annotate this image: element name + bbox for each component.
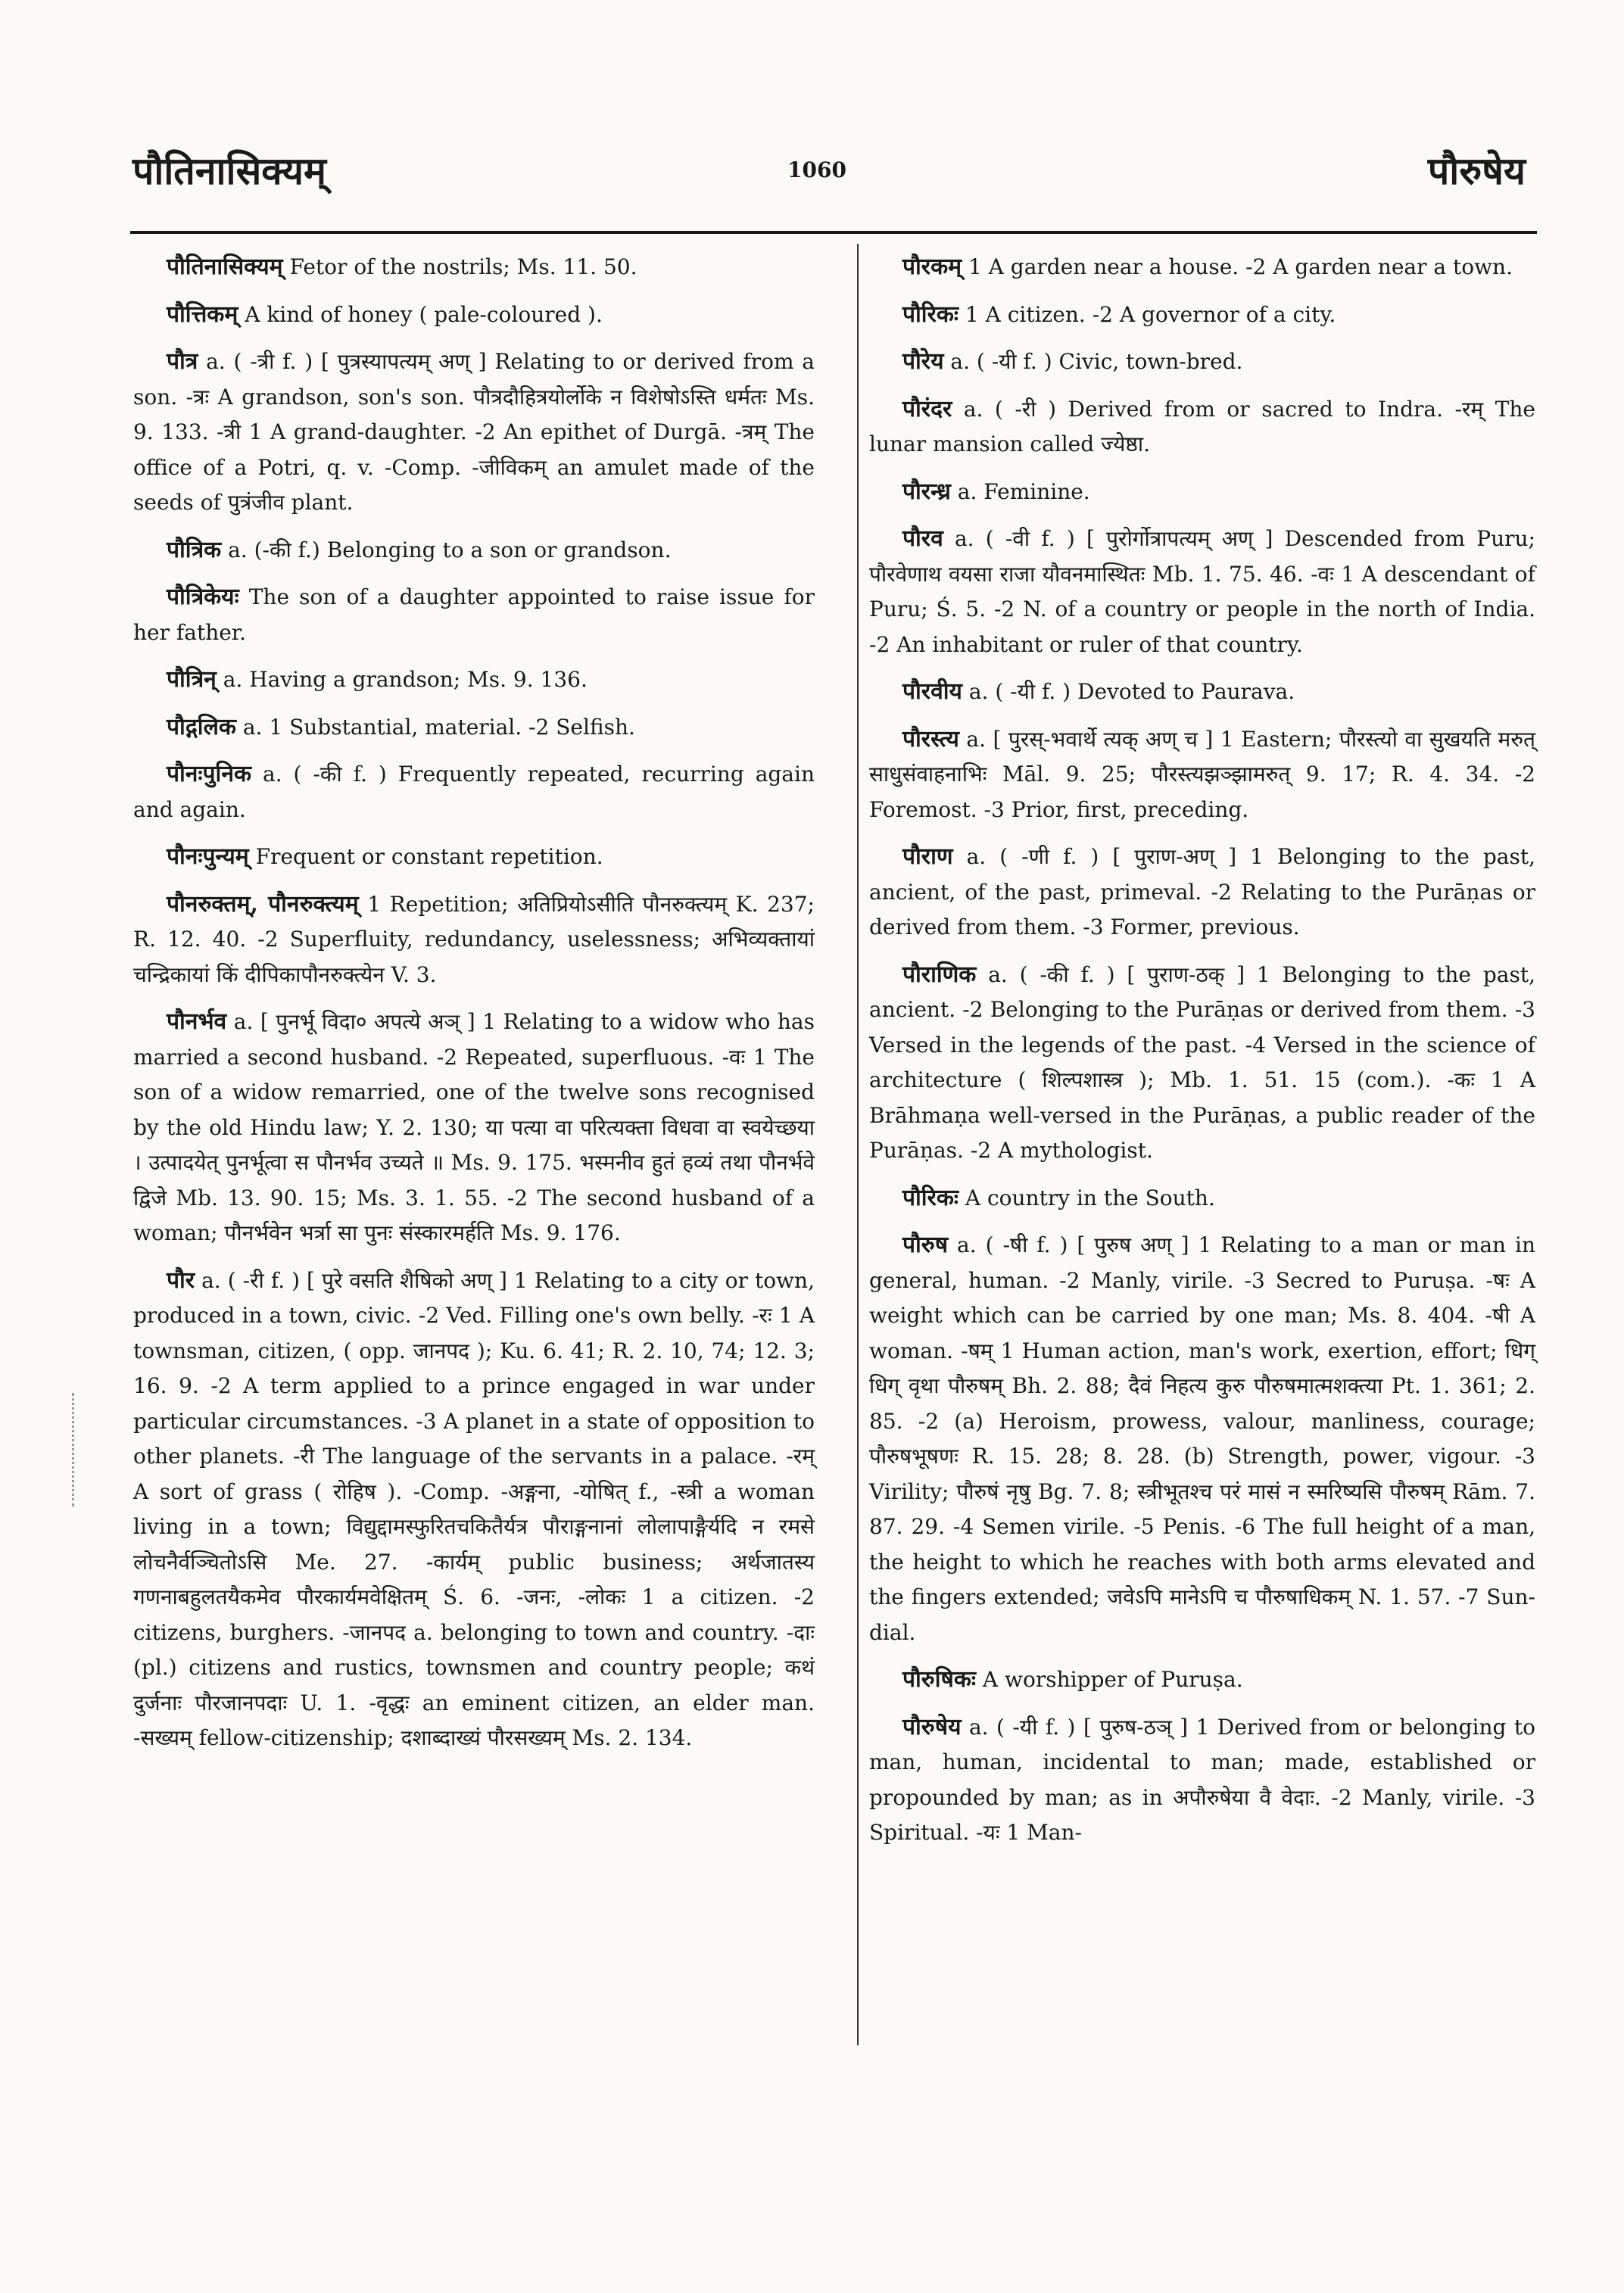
definition: a. ( -की f. ) [ पुराण-ठक् ] 1 Belonging to the past, ancient. -2 Belonging to the Purāṇas or derived from them. -3 Versed in the legends of the past. -4 Versed in the science of architecture ( शिल्पशास्त्र ); Mb. 1. 51. 15 (com.). -कः 1 A Brāhmaṇa well-versed in the Purāṇas, a public reader of the Purāṇas. -2 A mythologist. [869,961,1535,1163]
dictionary-entry [869,344,1535,380]
dictionary-entry [133,1263,815,1756]
headword: पौरिकः [902,1184,959,1211]
headword: पौरंदर [902,395,952,422]
definition: The son of a daughter appointed to raise issue for her father. [133,584,815,645]
dictionary-entry [133,533,815,569]
headword: पौत्रिकेयः [167,584,239,610]
definition: a. (-की f.) Belonging to a son or grandson. [228,537,672,562]
definition: 1 A garden near a house. -2 A garden near a town. [968,254,1513,279]
headword: पौतिनासिक्यम् [167,254,283,280]
definition: a. ( -यी f. ) Devoted to Paurava. [968,679,1295,704]
headword: पौराणिक [902,961,977,988]
definition: a. [ पुरस्-भवार्थे त्यक् अण् च ] 1 Eastern; पौरस्त्यो वा सुखयति मरुत् साधुसंवाहनाभिः Māl. 9. 25; पौरस्त्यझञ्झामरुत् 9. 17; R. 4. 34. -2 Foremost. -3 Prior, first, preceding. [869,726,1535,822]
dictionary-entry [133,662,815,698]
definition: a. ( -वी f. ) [ पुरोर्गोत्रापत्यम् अण् ] Descended from Puru; पौरवेणाथ वयसा राजा यौवनमास्थितः Mb. 1. 75. 46. -वः 1 A descendant of Puru; Ś. 5. -2 N. of a country or people in the north of India. -2 An inhabitant or ruler of that country. [869,526,1535,657]
dictionary-entry [869,1181,1535,1217]
dictionary-entry [869,840,1535,946]
headword: पौनर्भव [167,1008,227,1035]
headword: पौत्र [167,348,198,375]
headword: पौनःपुन्यम् [167,843,249,870]
header-rule [130,231,1537,234]
dictionary-entry [869,722,1535,828]
headword: पौरुषेय [902,1713,962,1740]
header-left-catchword: पौतिनासिक्यम् [132,148,326,193]
headword: पौरुष [902,1232,949,1258]
headword: पौरन्ध्र [902,478,951,505]
dictionary-entry [869,1228,1535,1650]
definition: a. 1 Substantial, material. -2 Selfish. [242,714,635,740]
definition: Frequent or constant repetition. [255,844,603,869]
dictionary-entry [133,344,815,521]
definition: a. ( -यी f. ) Civic, town-bred. [950,349,1243,374]
right-column [869,250,1535,1863]
headword: पौर [167,1266,195,1294]
headword: पौरिकः [902,301,959,328]
definition: a. ( -णी f. ) [ पुराण-अण् ] 1 Belonging to the past, ancient, of the past, primeval. -2 Relating to the Purāṇas or derived from them. -3 Former, previous. [869,844,1536,939]
dictionary-entry [869,1710,1535,1851]
dictionary-entry [869,392,1535,463]
dictionary-entry [869,298,1535,333]
headword: पौत्रिक [167,536,222,563]
dictionary-entry [133,757,815,827]
dictionary-entry [869,522,1535,662]
headword: पौरव [902,525,943,552]
margin-dotted-mark [72,1393,74,1506]
headword: पौनरुक्तम्, पौनरुक्त्यम् [167,890,359,918]
definition: a. ( -त्री f. ) [ पुत्रस्यापत्यम् अण् ] Relating to or derived from a son. -त्रः A grandson, son's son. पौत्रदौहित्रयोर्लोके न विशेषोऽस्ति धर्मतः Ms. 9. 133. -त्री 1 A grand-daughter. -2 An epithet of Durgā. -त्रम् The office of a Potri, q. v. -Comp. -जीविकम् an amulet made of the seeds of पुत्रंजीव plant. [133,349,815,515]
headword: पौरेय [902,348,944,375]
definition: 1 A citizen. -2 A governor of a city. [965,301,1336,327]
column-divider [857,244,859,2045]
dictionary-entry [869,958,1535,1169]
definition: a. Feminine. [957,478,1090,504]
definition: 1 Repetition; अतिप्रियोऽसीति पौनरुक्त्यम् K. 237; R. 12. 40. -2 Superfluity, redundancy, uselessness; अभिव्यक्तायां चन्द्रिकायां किं दीपिकापौनरुक्त्येन V. 3. [133,891,815,987]
headword: पौद्गलिक [167,713,236,740]
definition: a. ( -षी f. ) [ पुरुष अण् ] 1 Relating to a man or man in general, human. -2 Manly, virile. -3 Secred to Puruṣa. -षः A weight which can be carried by one man; Ms. 8. 404. -षी A woman. -षम् 1 Human action, man's work, exertion, effort; धिग् धिग् वृथा पौरुषम् Bh. 2. 88; दैवं निहत्य कुरु पौरुषमात्मशक्त्या Pt. 1. 361; 2. 85. -2 (a) Heroism, prowess, valour, manliness, courage; पौरुषभूषणः R. 15. 28; 8. 28. (b) Strength, power, vigour. -3 Virility; पौरुषं नृषु Bg. 7. 8; स्त्रीभूतश्च परं मासं न स्मरिष्यसि पौरुषम् Rām. 7. 87. 29. -4 Semen virile. -5 Penis. -6 The full height of a man, the height to which he reaches with both arms elevated and the fingers extended; जवेऽपि मानेऽपि च पौरुषाधिकम् N. 1. 57. -7 Sun-dial. [869,1232,1535,1645]
definition: A country in the South. [965,1185,1215,1210]
definition: a. Having a grandson; Ms. 9. 136. [223,667,588,692]
dictionary-entry [133,298,815,333]
definition: A worshipper of Puruṣa. [982,1667,1243,1692]
headword: पौरस्त्य [902,725,959,752]
headword: पौरुषिकः [902,1666,976,1693]
dictionary-entry [133,710,815,746]
definition: a. ( -री ) Derived from or sacred to Indra. -रम् The lunar mansion called ज्येष्ठा. [869,396,1535,456]
definition: a. [ पुनर्भू विदा० अपत्ये अञ् ] 1 Relating to a widow who has married a second husband. -2 Repeated, superfluous. -वः 1 The son of a widow remarried, one of the twelve sons recognised by the old Hindu law; Y. 2. 130; या पत्या वा परित्यक्ता विधवा वा स्वयेच्छया । उत्पादयेत् पुनर्भूत्वा स पौनर्भव उच्यते ॥ Ms. 9. 175. भस्मनीव हुतं हव्यं तथा पौनर्भवे द्विजे Mb. 13. 90. 15; Ms. 3. 1. 55. -2 The second husband of a woman; पौनर्भवेन भर्त्रा सा पुनः संस्कारमर्हति Ms. 9. 176. [133,1009,815,1245]
header-right-catchword: पौरुषेय [1427,148,1526,193]
dictionary-entry [869,475,1535,510]
headword: पौरवीय [902,678,962,705]
definition: A kind of honey ( pale-coloured ). [245,301,603,327]
headword: पौराण [902,843,953,870]
definition: Fetor of the nostrils; Ms. 11. 50. [289,254,637,279]
headword: पौत्तिकम् [167,301,238,328]
dictionary-entry [133,1005,815,1251]
dictionary-entry [133,580,815,650]
page-number: 1060 [787,157,846,182]
headword: पौरकम् [902,254,962,280]
dictionary-entry [869,1662,1535,1698]
definition: a. ( -यी f. ) [ पुरुष-ठञ् ] 1 Derived from or belonging to man, human, incidental to man; made, established or propounded by man; as in अपौरुषेया वै वेदाः. -2 Manly, virile. -3 Spiritual. -यः 1 Man- [869,1714,1535,1845]
definition: a. ( -की f. ) Frequently repeated, recurring again and again. [133,762,815,822]
headword: पौनःपुनिक [167,761,252,787]
dictionary-entry [133,887,815,993]
dictionary-entry [869,675,1535,710]
dictionary-entry [133,250,815,285]
dictionary-entry [869,250,1535,285]
headword: पौत्रिन् [167,666,217,693]
definition: a. ( -री f. ) [ पुरे वसति शैषिको अण् ] 1 Relating to a city or town, produced in a town, civic. -2 Ved. Filling one's own belly. -रः 1 A townsman, citizen, ( opp. जानपद ); Ku. 6. 41; R. 2. 10, 74; 12. 3; 16. 9. -2 A term applied to a prince engaged in war under particular circumstances. -3 A planet in a state of opposition to other planets. -री The language of the servants in a palace. -रम् A sort of grass ( रोहिष ). -Comp. -अङ्गना, -योषित् f., -स्त्री a woman living in a town; विद्युद्दामस्फुरितचकितैर्यत्र पौराङ्गनानां लोलापाङ्गैर्यदि न रमसे लोचनैर्वञ्चितोऽसि Me. 27. -कार्यम् public business; अर्थजातस्य गणनाबहुलतयैकमेव पौरकार्यमवेक्षितम् Ś. 6. -जनः, -लोकः 1 a citizen. -2 citizens, burghers. -जानपद a. belonging to town and country. -दाः (pl.) citizens and rustics, townsmen and country people; कथं दुर्जनाः पौरजानपदाः U. 1. -वृद्धः an eminent citizen, an elder man. -सख्यम् fellow-citizenship; दशाब्दाख्यं पौरसख्यम् Ms. 2. 134. [133,1267,815,1750]
dictionary-entry [133,840,815,875]
left-column [133,250,815,1768]
